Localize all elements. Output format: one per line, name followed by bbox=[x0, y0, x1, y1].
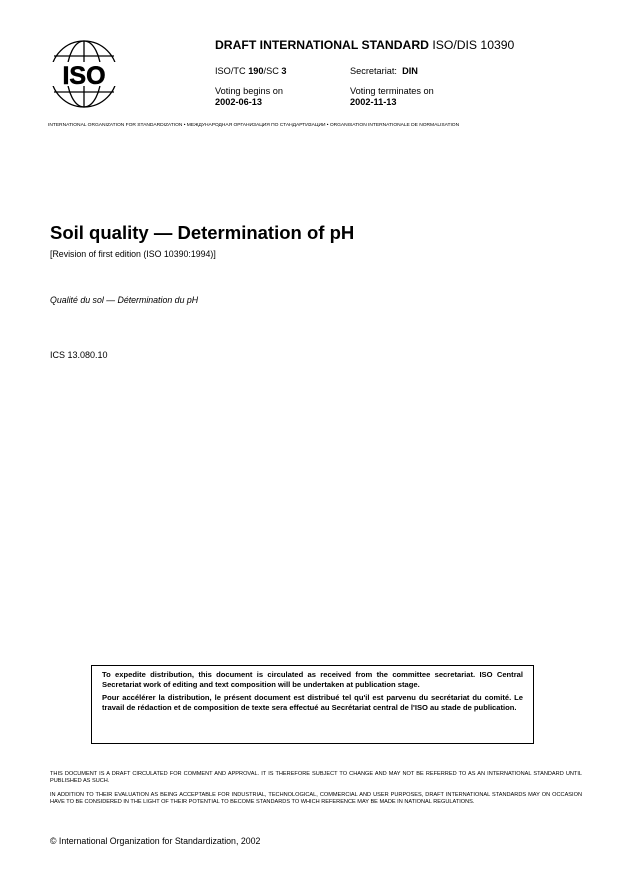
secretariat-label: Secretariat: bbox=[350, 66, 397, 76]
secretariat bbox=[350, 66, 418, 77]
revision-note: [Revision of first edition (ISO 10390:1994)] bbox=[50, 249, 216, 259]
iso-logo-text: ISO bbox=[62, 62, 106, 90]
organization-names: INTERNATIONAL ORGANIZATION FOR STANDARDIZATION • МЕЖДУНАРОДНАЯ ОРГАНИЗАЦИЯ ПО СТАНДАРТИЗАЦИИ • ORGANISATION INTERNATIONALE DE NORMALISATION bbox=[48, 123, 460, 128]
sc-number: 3 bbox=[281, 66, 287, 76]
notice-french: Pour accélérer la distribution, le présent document est distribué tel qu'il est parvenu du secrétariat du comité. Le travail de rédaction et de composition de texte sera effectué au Secrétariat central de l'ISO au stade de publication. bbox=[102, 693, 523, 712]
iso-logo bbox=[48, 38, 120, 110]
document-type: DRAFT INTERNATIONAL STANDARD bbox=[215, 38, 429, 52]
tc-number: 190 bbox=[248, 66, 264, 76]
draft-disclaimer: THIS DOCUMENT IS A DRAFT CIRCULATED FOR COMMENT AND APPROVAL. IT IS THEREFORE SUBJECT TO CHANGE AND MAY NOT BE REFERRED TO AS AN INTERNATIONAL STANDARD UNTIL PUBLISHED AS SUCH. bbox=[50, 771, 582, 784]
voting-terminates-label: Voting terminates on bbox=[350, 86, 434, 96]
french-title: Qualité du sol — Détermination du pH bbox=[50, 295, 199, 305]
voting-terminates bbox=[350, 86, 434, 108]
document-number: ISO/DIS 10390 bbox=[432, 38, 515, 52]
voting-begins bbox=[215, 86, 283, 108]
voting-begins-label: Voting begins on bbox=[215, 86, 283, 96]
ics-code: ICS 13.080.10 bbox=[50, 350, 108, 360]
regulation-disclaimer: IN ADDITION TO THEIR EVALUATION AS BEING ACCEPTABLE FOR INDUSTRIAL, TECHNOLOGICAL, COMMERCIAL AND USER PURPOSES, DRAFT INTERNATIONAL STANDARDS MAY ON OCCASION HAVE TO BE CONSIDERED IN THE LIGHT OF THEIR POTENTIAL TO BECOME STANDARDS TO WHICH REFERENCE MAY BE MADE IN NATIONAL REGULATIONS. bbox=[50, 792, 582, 805]
voting-begins-date: 2002-06-13 bbox=[215, 97, 262, 107]
committee-reference: ISO/TC 190/SC 3 bbox=[215, 66, 287, 76]
copyright-notice: © International Organization for Standardization, 2002 bbox=[50, 836, 261, 846]
voting-terminates-date: 2002-11-13 bbox=[350, 97, 397, 107]
document-title: Soil quality — Determination of pH bbox=[50, 222, 355, 243]
distribution-notice-box bbox=[91, 665, 534, 744]
document-type-heading bbox=[215, 38, 514, 52]
notice-english: To expedite distribution, this document is circulated as received from the committee secretariat. ISO Central Secretariat work of editing and text composition will be undertaken at publication stage. bbox=[102, 670, 523, 689]
secretariat-value: DIN bbox=[402, 66, 418, 76]
